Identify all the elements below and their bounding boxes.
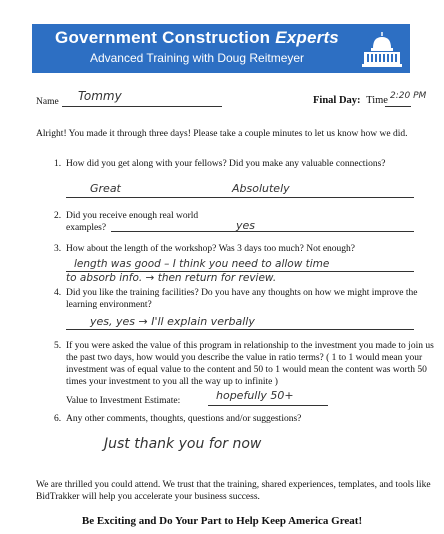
answer-3-line-1[interactable]: length was good – I think you need to allow time	[74, 258, 330, 270]
answer-4[interactable]: yes, yes → I'll explain verbally	[90, 315, 255, 328]
name-line	[62, 106, 222, 107]
answer-1-line	[66, 197, 414, 198]
capitol-icon	[362, 30, 402, 68]
question-2-text-1: Did you receive enough real world	[66, 211, 199, 221]
question-4-number: 4.	[54, 288, 62, 298]
question-2-number: 2.	[54, 211, 62, 221]
question-5-number: 5.	[54, 341, 62, 351]
question-1-text: How did you get along with your fellows? Did you make any valuable connections?	[66, 159, 386, 169]
banner-subtitle: Advanced Training with Doug Reitmeyer	[89, 51, 305, 65]
answer-1a[interactable]: Great	[90, 182, 121, 195]
answer-5-line	[208, 405, 328, 406]
answer-5[interactable]: hopefully 50+	[216, 389, 294, 402]
question-1-number: 1.	[54, 159, 62, 169]
question-5-text-1: If you were asked the value of this program in relationship to the investment you made to join us	[66, 341, 434, 351]
final-day-row	[313, 95, 388, 106]
answer-2[interactable]: yes	[236, 219, 256, 232]
time-value[interactable]: 2:20 PM	[390, 91, 427, 101]
answer-6[interactable]: Just thank you for now	[104, 436, 262, 452]
answer-4-line	[66, 329, 414, 330]
question-6-text: Any other comments, thoughts, questions and/or suggestions?	[66, 414, 302, 424]
name-value[interactable]: Tommy	[78, 89, 122, 103]
closing-text-2: BidTrakker will help you accelerate your business success.	[36, 492, 260, 502]
name-label: Name	[36, 97, 59, 107]
question-3-text: How about the length of the workshop? Was 3 days too much? Not enough?	[66, 244, 356, 254]
question-5-text-3: investment was of equal value to the content and 50 to 1 would mean the content was worth 50	[66, 365, 427, 375]
slogan: Be Exciting and Do Your Part to Help Keep America Great!	[81, 515, 363, 527]
answer-3-line-2[interactable]: to absorb info. → then return for review.	[66, 272, 277, 284]
question-4-text-2: learning environment?	[66, 300, 152, 310]
question-6-number: 6.	[54, 414, 62, 424]
question-2-text-2: examples?	[66, 223, 107, 233]
final-day-label: Final Day:	[313, 95, 361, 106]
answer-2-line	[111, 231, 414, 232]
closing-text-1: We are thrilled you could attend. We trust that the training, shared experiences, templates, and tools like	[36, 480, 431, 490]
question-4-text-1: Did you like the training facilities? Do you have any thoughts on how we might improve the	[66, 288, 418, 298]
banner-title: Government Construction Experts	[55, 28, 339, 47]
value-estimate-label: Value to Investment Estimate:	[66, 396, 181, 406]
time-line	[385, 106, 411, 107]
header-banner	[32, 24, 410, 73]
answer-1b[interactable]: Absolutely	[232, 182, 290, 195]
question-3-number: 3.	[54, 244, 62, 254]
question-5-text-4: times your investment to you all the way up to infinite )	[66, 377, 278, 387]
time-label: Time	[366, 95, 388, 106]
question-5-text-2: the past two days, how would you describe the value in ratio terms? ( 1 to 1 would mean your	[66, 353, 423, 363]
intro-text: Alright! You made it through three days! Please take a couple minutes to let us know how we did.	[36, 129, 408, 139]
